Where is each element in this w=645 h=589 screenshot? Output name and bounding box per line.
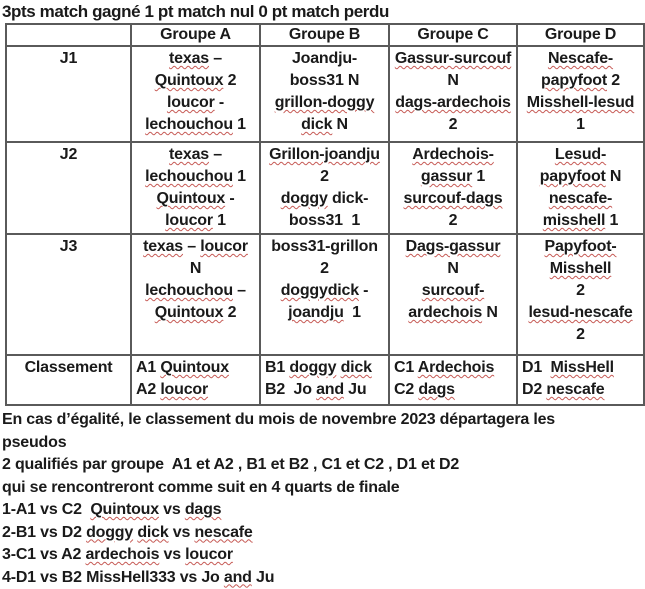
misspelled-word: Dags-gassur (406, 238, 501, 255)
match-line (392, 144, 514, 166)
row-label-j2: J2 (6, 142, 131, 234)
misspelled-word: nescafe (546, 381, 604, 398)
text-segment: 2 (449, 116, 458, 133)
misspelled-word: Grillon-joandju (269, 146, 380, 163)
match-line (392, 302, 514, 324)
misspelled-word: Quintoux (155, 72, 224, 89)
results-table (5, 23, 645, 406)
match-line (265, 357, 386, 379)
misspelled-word: Quintoux (160, 359, 229, 376)
cell-j2-groupe-a (131, 142, 260, 234)
misspelled-word: loucor (200, 238, 248, 255)
text-segment: 3-C1 vs A2 (2, 546, 85, 563)
text-segment: En cas d’égalité, le classement du mois de novembre 2023 départagera les (2, 411, 555, 428)
match-line (520, 70, 641, 92)
match-line (263, 302, 386, 324)
match-line (520, 324, 641, 346)
misspelled-word: surcouf-dags (404, 190, 503, 207)
misspelled-word: misshell (543, 212, 605, 229)
text-segment: Ju (344, 381, 367, 398)
match-line (134, 114, 257, 136)
misspelled-word: Gassur-surcouf (395, 50, 511, 67)
match-line (520, 280, 641, 302)
match-line (134, 144, 257, 166)
match-line (520, 166, 641, 188)
cell-j3-groupe-c (389, 234, 517, 355)
match-line (520, 114, 641, 136)
misspelled-word: texas (169, 146, 209, 163)
match-line (265, 379, 386, 401)
match-line (520, 258, 641, 280)
text-segment: B2 Jo (265, 381, 316, 398)
text-segment: N (447, 260, 458, 277)
text-segment: Ju (252, 569, 275, 586)
misspelled-word: Quintoux (90, 501, 159, 518)
table-row-j2 (6, 142, 644, 234)
cell-j3-groupe-d (517, 234, 644, 355)
text-segment: 2 (223, 72, 236, 89)
text-segment: A1 (136, 359, 160, 376)
text-segment: qui se rencontreront comme suit en 4 quarts de finale (2, 479, 400, 496)
match-line (263, 210, 386, 232)
misspelled-word: lechouchou (145, 168, 233, 185)
misspelled-word: and (316, 381, 344, 398)
text-segment: boss31-grillon (271, 238, 378, 255)
match-line (520, 92, 641, 114)
misspelled-word: dags (185, 501, 222, 518)
cell-classement-groupe-c (389, 355, 517, 405)
text-segment: 2 (320, 260, 329, 277)
footer-line-4 (2, 499, 645, 522)
misspelled-word: loucor (185, 546, 233, 563)
match-line (263, 166, 386, 188)
match-line (392, 92, 514, 114)
row-label-classement: Classement (6, 355, 131, 405)
match-line (392, 280, 514, 302)
match-line (520, 236, 641, 258)
misspelled-word: Quintoux (157, 190, 226, 207)
match-line (394, 357, 514, 379)
text-segment: dick- (328, 190, 369, 207)
match-line (136, 357, 257, 379)
table-body (6, 46, 644, 405)
cell-j1-groupe-a (131, 46, 260, 142)
match-line (520, 188, 641, 210)
misspelled-word: doggy (289, 359, 336, 376)
misspelled-word: surcouf- (422, 282, 484, 299)
text-segment: N (332, 116, 348, 133)
match-line (392, 166, 514, 188)
text-segment: A2 (136, 381, 160, 398)
text-segment: 1 (344, 304, 361, 321)
table-row-classement (6, 355, 644, 405)
text-segment: vs (159, 501, 185, 518)
text-segment: boss31 N (290, 72, 360, 89)
match-line (392, 236, 514, 258)
footer-line-0 (2, 409, 645, 432)
text-segment: 1 (576, 116, 585, 133)
misspelled-word: Quintoux (155, 304, 224, 321)
text-segment: 1 (213, 212, 226, 229)
misspelled-word: dick (301, 116, 332, 133)
misspelled-word: texas (169, 50, 209, 67)
footer-line-2 (2, 454, 645, 477)
match-line (263, 144, 386, 166)
column-header-empty (6, 24, 131, 46)
misspelled-word: nescafe- (549, 190, 612, 207)
misspelled-word: loucor (160, 381, 208, 398)
misspelled-word: and (224, 569, 252, 586)
cell-j1-groupe-c (389, 46, 517, 142)
match-line (134, 302, 257, 324)
text-segment: 1 (605, 212, 618, 229)
match-line (134, 258, 257, 280)
match-line (263, 92, 386, 114)
footer-line-3 (2, 477, 645, 500)
text-segment: – (209, 146, 222, 163)
misspelled-word: Misshell (550, 260, 612, 277)
misspelled-word: Ardechois (418, 359, 494, 376)
misspelled-word: Ardechois- (412, 146, 494, 163)
match-line (263, 188, 386, 210)
text-segment: N (447, 72, 458, 89)
footer-line-6 (2, 544, 645, 567)
misspelled-word: dick (137, 524, 168, 541)
misspelled-word: gassur (421, 168, 472, 185)
misspelled-word: Papyfoot- (545, 238, 617, 255)
cell-j2-groupe-c (389, 142, 517, 234)
misspelled-word: papyfoot (541, 72, 607, 89)
match-line (392, 70, 514, 92)
column-header-groupe-b: Groupe B (260, 24, 389, 46)
cell-classement-groupe-d (517, 355, 644, 405)
misspelled-word: joandju (288, 304, 343, 321)
misspelled-word: dags (418, 381, 455, 398)
match-line (263, 70, 386, 92)
text-segment: – (183, 238, 200, 255)
match-line (520, 144, 641, 166)
cell-j3-groupe-b (260, 234, 389, 355)
text-segment: D1 (522, 359, 551, 376)
text-segment: boss31 1 (289, 212, 360, 229)
text-segment: 4-D1 vs B2 MissHell333 vs Jo (2, 569, 224, 586)
cell-j1-groupe-d (517, 46, 644, 142)
misspelled-word: doggy (86, 524, 133, 541)
text-segment: 2 (607, 72, 620, 89)
misspelled-word: doggydick (281, 282, 359, 299)
match-line (134, 210, 257, 232)
misspelled-word: lechouchou (145, 116, 233, 133)
match-line (134, 70, 257, 92)
misspelled-word: MissHell (551, 359, 614, 376)
misspelled-word: Nescafe- (548, 50, 613, 67)
match-line (134, 236, 257, 258)
text-segment: 2 (449, 212, 458, 229)
cell-classement-groupe-a (131, 355, 260, 405)
match-line (263, 48, 386, 70)
misspelled-word: grillon-doggy (275, 94, 375, 111)
text-segment: - (359, 282, 368, 299)
table-header-row (6, 24, 644, 46)
match-line (392, 258, 514, 280)
misspelled-word: doggy (281, 190, 328, 207)
text-segment: 2 (320, 168, 329, 185)
text-segment: – (209, 50, 222, 67)
footer-line-1 (2, 432, 645, 455)
cell-classement-groupe-b (260, 355, 389, 405)
cell-j2-groupe-b (260, 142, 389, 234)
table-row-j1 (6, 46, 644, 142)
misspelled-word: ardechois (85, 546, 159, 563)
match-line (520, 302, 641, 324)
match-line (136, 379, 257, 401)
text-segment: pseudos (2, 434, 66, 451)
text-segment: C2 (394, 381, 418, 398)
row-label-j3: J3 (6, 234, 131, 355)
text-segment: C1 (394, 359, 418, 376)
match-line (134, 188, 257, 210)
misspelled-word: dick (341, 359, 372, 376)
cell-j1-groupe-b (260, 46, 389, 142)
text-segment: 1 (233, 116, 246, 133)
row-label-j1: J1 (6, 46, 131, 142)
text-segment: N (190, 260, 201, 277)
match-line (520, 48, 641, 70)
misspelled-word: ardechois (408, 304, 482, 321)
match-line (263, 114, 386, 136)
misspelled-word: dags-ardechois (395, 94, 510, 111)
match-line (522, 357, 641, 379)
text-segment: vs (159, 546, 185, 563)
column-header-groupe-d: Groupe D (517, 24, 644, 46)
misspelled-word: Misshell-lesud (527, 94, 634, 111)
misspelled-word: lesud-nescafe (528, 304, 632, 321)
text-segment: Joandju- (292, 50, 357, 67)
misspelled-word: nescafe (194, 524, 252, 541)
footer-line-5 (2, 522, 645, 545)
column-header-groupe-a: Groupe A (131, 24, 260, 46)
match-line (392, 48, 514, 70)
text-segment: B1 (265, 359, 289, 376)
text-segment: vs (169, 524, 195, 541)
text-segment: 1-A1 vs C2 (2, 501, 90, 518)
text-segment: 2 qualifiés par groupe A1 et A2 , B1 et B2 , C1 et C2 , D1 et D2 (2, 456, 459, 473)
text-segment: 2 (223, 304, 236, 321)
misspelled-word: texas (143, 238, 183, 255)
text-segment: N (606, 168, 622, 185)
text-segment: N (482, 304, 498, 321)
text-segment: 2 (576, 326, 585, 343)
misspelled-word: lechouchou (145, 282, 233, 299)
match-line (134, 166, 257, 188)
match-line (392, 210, 514, 232)
table-row-j3 (6, 234, 644, 355)
misspelled-word: papyfoot (540, 168, 606, 185)
match-line (134, 92, 257, 114)
text-segment: 2-B1 vs D2 (2, 524, 86, 541)
page-title: 3pts match gagné 1 pt match nul 0 pt match perdu (0, 0, 645, 22)
text-segment: 2 (576, 282, 585, 299)
match-line (522, 379, 641, 401)
text-segment: - (225, 190, 234, 207)
match-line (134, 280, 257, 302)
match-line (394, 379, 514, 401)
text-segment: 1 (233, 168, 246, 185)
misspelled-word: Lesud- (555, 146, 606, 163)
match-line (134, 48, 257, 70)
misspelled-word: loucor (167, 94, 215, 111)
text-segment: - (215, 94, 224, 111)
footer-text (0, 409, 645, 589)
text-segment: D2 (522, 381, 546, 398)
match-line (392, 114, 514, 136)
cell-j2-groupe-d (517, 142, 644, 234)
match-line (263, 280, 386, 302)
text-segment: – (233, 282, 246, 299)
misspelled-word: loucor (165, 212, 213, 229)
match-line (263, 258, 386, 280)
column-header-groupe-c: Groupe C (389, 24, 517, 46)
match-line (392, 188, 514, 210)
match-line (520, 210, 641, 232)
text-segment: 1 (472, 168, 485, 185)
match-line (263, 236, 386, 258)
cell-j3-groupe-a (131, 234, 260, 355)
